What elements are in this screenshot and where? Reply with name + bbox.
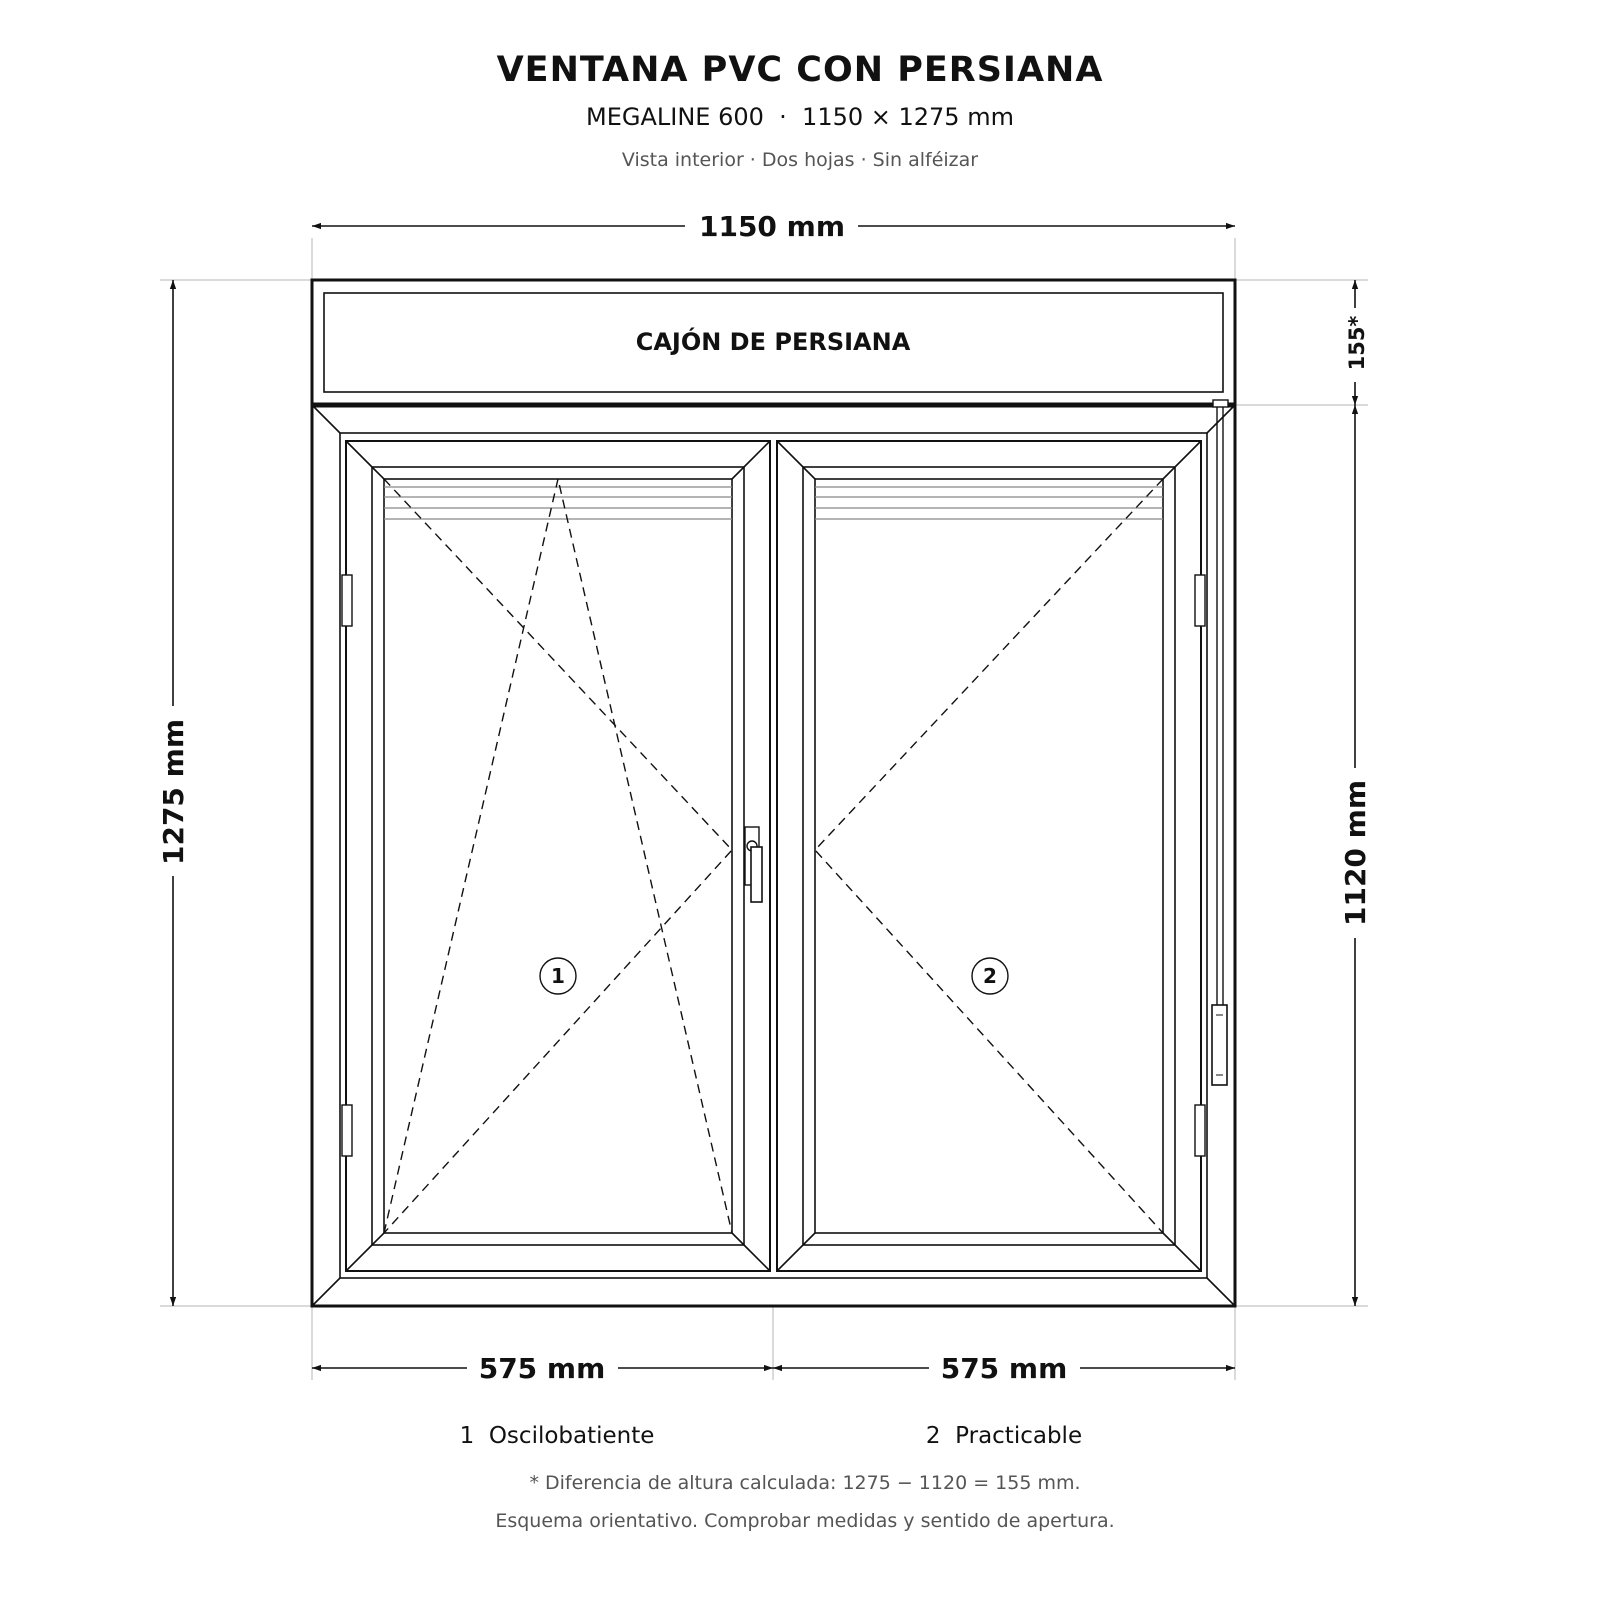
dim-left-leaf-width — [312, 1352, 773, 1385]
handle-icon — [745, 827, 762, 902]
leaf-1-number: 1 — [551, 964, 565, 988]
dim-right-leaf-width — [773, 1352, 1235, 1385]
note-disclaimer: Esquema orientativo. Comprobar medidas y sentido de apertura. — [495, 1510, 1115, 1532]
drawing-subtitle: MEGALINE 600 · 1150 × 1275 mm — [586, 103, 1014, 131]
dim-left-leaf-width-label: 575 mm — [478, 1352, 606, 1385]
dim-total-height-label: 1275 mm — [157, 718, 190, 866]
extension-lines — [160, 238, 1368, 1380]
window-frame — [312, 280, 1235, 1306]
blind-winder-icon — [1212, 400, 1228, 1085]
dim-window-height-label: 1120 mm — [1339, 779, 1372, 927]
leaf-2-blind-slats — [815, 487, 1163, 519]
hinge-icon — [1195, 1105, 1205, 1156]
leaf-1-number-badge — [540, 958, 576, 994]
legend-leaf-2: 2 Practicable — [925, 1423, 1083, 1449]
dim-total-width — [312, 210, 1235, 243]
leaf-1 — [342, 441, 770, 1271]
drawing-title: VENTANA PVC CON PERSIANA — [496, 50, 1104, 90]
drawing-caption: Vista interior · Dos hojas · Sin alféizar — [621, 149, 979, 171]
roller-box-label: CAJÓN DE PERSIANA — [635, 328, 911, 356]
hinge-icon — [342, 575, 352, 626]
dim-total-width-label: 1150 mm — [698, 210, 846, 243]
hinge-icon — [1195, 575, 1205, 626]
leaf-1-opening-lines — [384, 479, 732, 1233]
legend-leaf-1: 1 Oscilobatiente — [459, 1423, 655, 1449]
dim-total-height — [157, 280, 190, 1306]
dim-window-height — [1339, 405, 1372, 1306]
leaf-2 — [777, 441, 1205, 1271]
dim-box-height-label: 155* — [1345, 315, 1369, 371]
dim-box-height — [1345, 280, 1369, 405]
hinge-icon — [342, 1105, 352, 1156]
note-height-difference: * Diferencia de altura calculada: 1275 − 1120 = 155 mm. — [529, 1472, 1081, 1494]
leaf-2-opening-lines — [815, 479, 1163, 1233]
leaf-1-blind-slats — [384, 487, 732, 519]
leaf-2-number-badge — [972, 958, 1008, 994]
leaf-2-number: 2 — [983, 964, 997, 988]
dim-right-leaf-width-label: 575 mm — [940, 1352, 1068, 1385]
